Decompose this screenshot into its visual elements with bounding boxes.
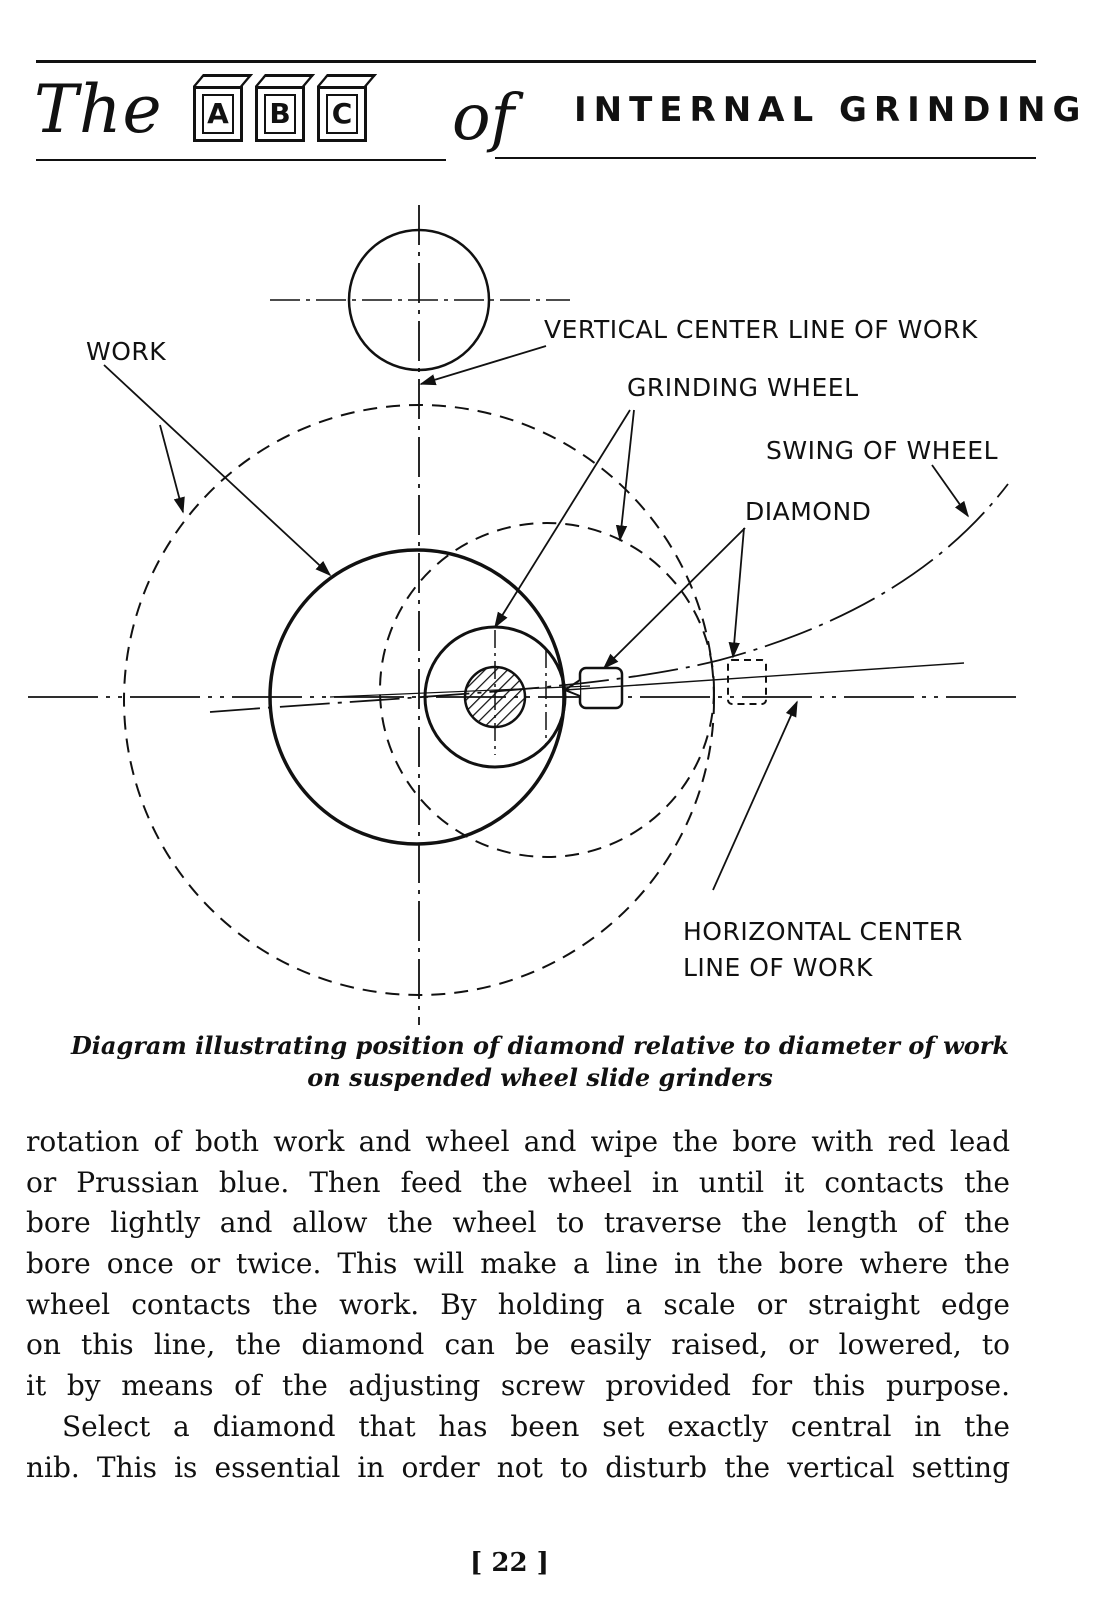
header-block-b-letter: B [264, 94, 296, 134]
arrow-vertical-center [421, 346, 546, 384]
arrow-grinding-wheel-2 [620, 410, 634, 540]
header-script-of: of [452, 81, 515, 155]
header-block-c [317, 86, 367, 142]
body-line: bore lightly and allow the wheel to traverse the length of the [26, 1206, 1010, 1240]
header-block-b [255, 86, 305, 142]
page-number: [ 22 ] [470, 1548, 549, 1578]
header-bottom-rule-left [36, 159, 446, 161]
caption-line-1: Diagram illustrating position of diamond relative to diameter of work [70, 1031, 1010, 1060]
header-block-c-letter: C [326, 94, 358, 134]
header-title: INTERNAL GRINDING [574, 90, 1088, 130]
body-line: bore once or twice. This will make a line in the bore where the [26, 1247, 1010, 1281]
diagram-caption [40, 1030, 1040, 1094]
diamond-reference-line [565, 663, 964, 690]
body-line: it by means of the adjusting screw provided for this purpose. [26, 1369, 1010, 1403]
label-diamond: DIAMOND [745, 497, 872, 526]
label-grinding-wheel: GRINDING WHEEL [627, 373, 859, 402]
arrow-work-to-circle [104, 365, 330, 575]
arrow-diamond-2 [733, 528, 744, 657]
arrow-horizontal-center [713, 702, 797, 890]
body-line: wheel contacts the work. By holding a scale or straight edge [26, 1287, 1010, 1321]
label-horizontal-center-line-1: HORIZONTAL CENTER [683, 917, 963, 946]
medium-dashed-circle [380, 523, 714, 857]
arrow-grinding-wheel-1 [495, 410, 630, 627]
body-line: Select a diamond that has been set exactly central in the [62, 1409, 1010, 1443]
label-work: WORK [86, 337, 167, 366]
body-paragraph [26, 1122, 1010, 1488]
body-line: rotation of both work and wheel and wipe the bore with red lead [26, 1125, 1010, 1158]
header-bottom-rule-right [495, 157, 1036, 159]
body-line: or Prussian blue. Then feed the wheel in until it contacts the [26, 1165, 1010, 1199]
arrow-work-to-dashed [160, 425, 183, 512]
header-block-a-letter: A [202, 94, 234, 134]
grinding-diagram [0, 180, 1098, 1040]
label-swing-of-wheel: SWING OF WHEEL [766, 436, 999, 465]
curve-left-lead [330, 686, 590, 697]
body-line: on this line, the diamond can be easily raised, or lowered, to [26, 1328, 1010, 1362]
label-horizontal-center-line-2: LINE OF WORK [683, 953, 873, 982]
diamond-tip [565, 680, 580, 696]
header-top-rule [36, 60, 1036, 63]
header-script-the: The [34, 71, 163, 148]
spindle-hatched [465, 667, 525, 727]
arrow-diamond-1 [604, 528, 745, 668]
header-block-a [193, 86, 243, 142]
body-line: nib. This is essential in order not to disturb the vertical setting [26, 1450, 1010, 1484]
caption-line-2: on suspended wheel slide grinders [307, 1063, 773, 1092]
arrow-swing-of-wheel [932, 465, 968, 516]
label-vertical-center-line: VERTICAL CENTER LINE OF WORK [544, 315, 978, 344]
